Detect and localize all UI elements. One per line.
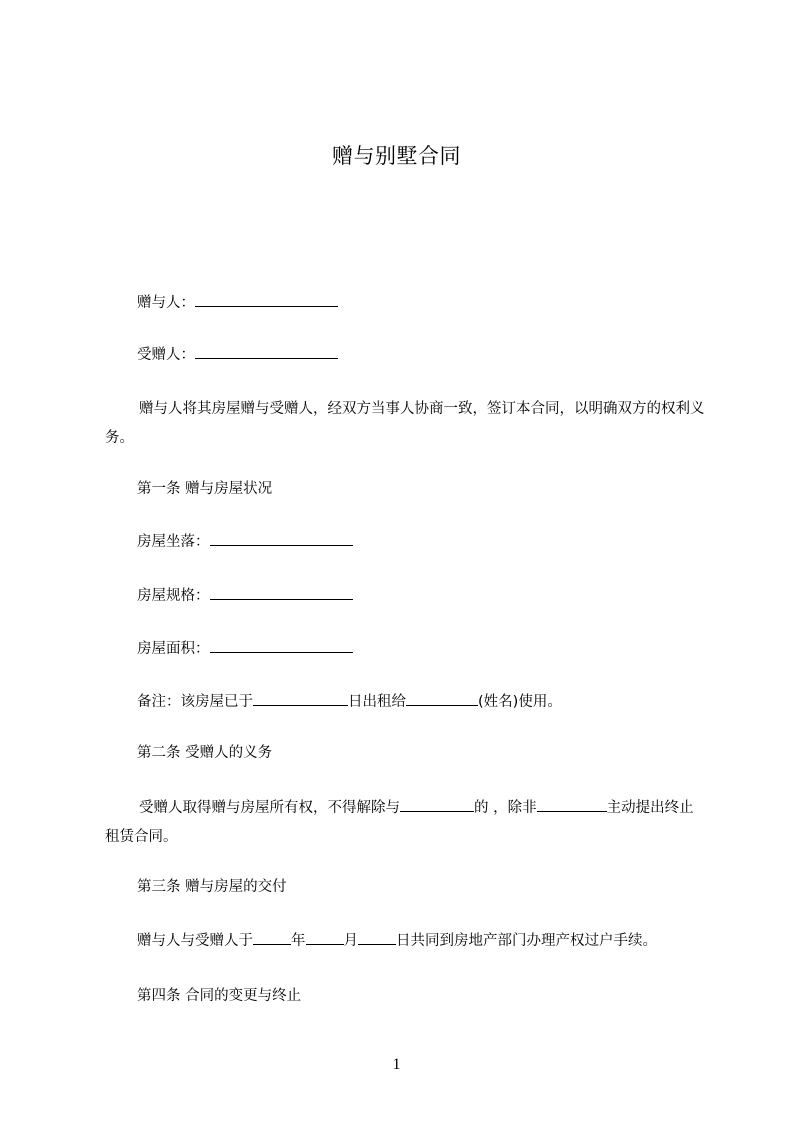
article1-heading: 第一条 赠与房屋状况 [137,481,273,497]
donee-line [137,344,338,365]
donor-line [137,292,338,313]
note-name-blank [406,691,478,706]
area-label: 房屋面积： [137,641,210,657]
location-blank [210,531,353,546]
donee-blank [195,344,338,359]
article3-text-1: 赠与人与受赠人于 [137,933,253,949]
donee-label: 受赠人： [137,347,195,363]
article2-paragraph [105,794,705,852]
document-title: 赠与别墅合同 [332,144,461,168]
note-line [137,691,562,712]
location-line [137,531,353,552]
month-blank [306,930,344,945]
note-text-2: 日出租给 [348,694,406,710]
area-line [137,638,353,659]
article2-text-3: 主动提出终止租赁合同。 [105,800,694,845]
spec-label: 房屋规格： [137,588,210,604]
location-label: 房屋坐落： [137,534,210,550]
article2-blank-1 [400,797,474,812]
article3-line [137,930,657,951]
year-blank [253,930,291,945]
note-date-blank [253,691,348,706]
article4-heading: 第四条 合同的变更与终止 [137,988,302,1004]
donor-label: 赠与人： [137,295,195,311]
article2-text-2: 的 ，除非 [474,800,537,816]
area-blank [210,638,353,653]
article3-text-2: 日共同到房地产部门办理产权过户手续。 [396,933,657,949]
page-number: 1 [392,1056,401,1073]
donor-blank [195,292,338,307]
spec-blank [210,585,353,600]
day-blank [358,930,396,945]
spec-line [137,585,353,606]
article2-text-1: 受赠人取得赠与房屋所有权，不得解除与 [139,800,400,816]
month-label: 月 [343,933,358,949]
note-text-3: (姓名)使用。 [478,694,562,710]
intro-paragraph: 赠与人将其房屋赠与受赠人，经双方当事人协商一致，签订本合同，以明确双方的权利义务。 [105,401,705,446]
article2-blank-2 [537,797,607,812]
article2-heading: 第二条 受赠人的义务 [137,745,273,761]
note-text-1: 备注：该房屋已于 [137,694,253,710]
year-label: 年 [291,933,306,949]
article3-heading: 第三条 赠与房屋的交付 [137,879,287,895]
